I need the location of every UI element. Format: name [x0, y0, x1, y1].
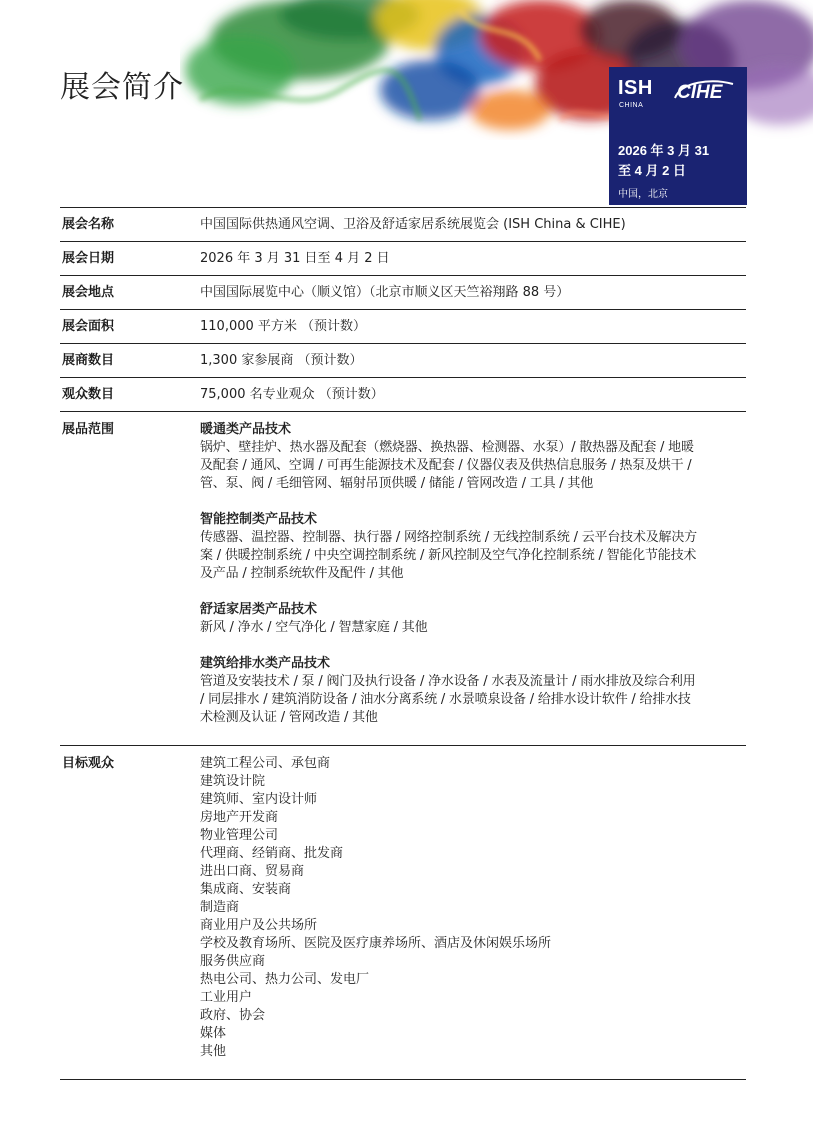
info-label: 目标观众	[62, 756, 115, 771]
list-item: 物业管理公司	[200, 828, 279, 843]
list-item: 建筑师、室内设计师	[200, 792, 318, 807]
info-label: 展会名称	[62, 217, 115, 232]
category-line: 新风 / 净水 / 空气净化 / 智慧家庭 / 其他	[200, 620, 428, 635]
info-value: 1,300 家参展商 （预计数）	[200, 353, 363, 368]
info-value: 2026 年 3 月 31 日至 4 月 2 日	[200, 251, 390, 266]
list-item: 集成商、安装商	[200, 882, 292, 897]
info-row-visitors	[60, 377, 746, 411]
info-row-audience	[60, 745, 746, 1080]
list-item: 建筑工程公司、承包商	[200, 756, 331, 771]
date-line-2: 至 4 月 2 日	[618, 163, 686, 178]
page-title: 展会简介	[60, 70, 184, 105]
list-item: 房地产开发商	[200, 810, 279, 825]
ish-china-subtext: CHINA	[619, 102, 644, 109]
category-line: / 同层排水 / 建筑消防设备 / 油水分离系统 / 水景喷泉设备 / 给排水设计软件 / 给排水技	[200, 692, 691, 707]
info-row-date	[60, 241, 746, 275]
ish-logo-text: ISH	[618, 77, 653, 99]
list-item: 代理商、经销商、批发商	[200, 846, 344, 861]
category-line: 锅炉、壁挂炉、热水器及配套（燃烧器、换热器、检测器、水泵）/ 散热器及配套 / 地暖	[200, 440, 694, 455]
category-title: 舒适家居类产品技术	[200, 602, 318, 617]
list-item: 其他	[200, 1044, 227, 1059]
info-row-area	[60, 309, 746, 343]
scope-category	[200, 601, 746, 637]
category-line: 传感器、温控器、控制器、执行器 / 网络控制系统 / 无线控制系统 / 云平台技术及解决方	[200, 530, 697, 545]
list-item: 热电公司、热力公司、发电厂	[200, 972, 370, 987]
info-label: 展会面积	[62, 319, 115, 334]
date-line-1: 2026 年 3 月 31	[618, 143, 710, 158]
info-label: 展品范围	[62, 422, 115, 437]
scope-category	[200, 421, 746, 493]
list-item: 政府、协会	[200, 1008, 266, 1023]
category-line: 案 / 供暖控制系统 / 中央空调控制系统 / 新风控制及空气净化控制系统 / 智能化节能技术	[200, 548, 697, 563]
category-title: 暖通类产品技术	[200, 422, 292, 437]
cihe-logo	[671, 78, 739, 106]
exhibition-date-block	[618, 141, 709, 181]
info-row-exhibitors	[60, 343, 746, 377]
list-item: 学校及教育场所、医院及医疗康养场所、酒店及休闲娱乐场所	[200, 936, 552, 951]
scope-category	[200, 655, 746, 727]
list-item: 媒体	[200, 1026, 227, 1041]
info-row-name	[60, 207, 746, 241]
category-line: 管、泵、阀 / 毛细管网、辐射吊顶供暖 / 储能 / 管网改造 / 工具 / 其他	[200, 476, 594, 491]
list-item: 服务供应商	[200, 954, 266, 969]
category-title: 建筑给排水类产品技术	[200, 656, 331, 671]
info-value: 中国国际展览中心（顺义馆）（北京市顺义区天竺裕翔路 88 号）	[200, 285, 570, 300]
scope-categories	[200, 421, 746, 727]
category-line: 术检测及认证 / 管网改造 / 其他	[200, 710, 378, 725]
info-row-venue	[60, 275, 746, 309]
category-line: 及配套 / 通风、空调 / 可再生能源技术及配套 / 仪器仪表及供热信息服务 / 热泵及烘干 /	[200, 458, 692, 473]
info-label: 展商数目	[62, 353, 115, 368]
scope-category	[200, 511, 746, 583]
audience-list-container	[200, 755, 746, 1061]
info-label: 展会地点	[62, 285, 115, 300]
list-item: 制造商	[200, 900, 240, 915]
list-item: 建筑设计院	[200, 774, 266, 789]
exhibition-location: 中国，北京	[618, 189, 668, 200]
category-title: 智能控制类产品技术	[200, 512, 318, 527]
category-line: 及产品 / 控制系统软件及配件 / 其他	[200, 566, 404, 581]
list-item: 工业用户	[200, 990, 253, 1005]
info-label: 展会日期	[62, 251, 115, 266]
cihe-logo-text: CIHE	[677, 82, 723, 103]
category-line: 管道及安装技术 / 泵 / 阀门及执行设备 / 净水设备 / 水表及流量计 / 雨水排放及综合利用	[200, 674, 696, 689]
info-label: 观众数目	[62, 387, 115, 402]
exhibition-info-table	[60, 207, 746, 1080]
audience-list	[200, 755, 746, 1061]
info-value: 110,000 平方米 （预计数）	[200, 319, 367, 334]
info-row-scope	[60, 411, 746, 745]
exhibition-logo-card	[609, 67, 747, 205]
info-value: 中国国际供热通风空调、卫浴及舒适家居系统展览会 (ISH China & CIHE)	[200, 217, 626, 232]
list-item: 商业用户及公共场所	[200, 918, 318, 933]
list-item: 进出口商、贸易商	[200, 864, 305, 879]
info-value: 75,000 名专业观众 （预计数）	[200, 387, 384, 402]
